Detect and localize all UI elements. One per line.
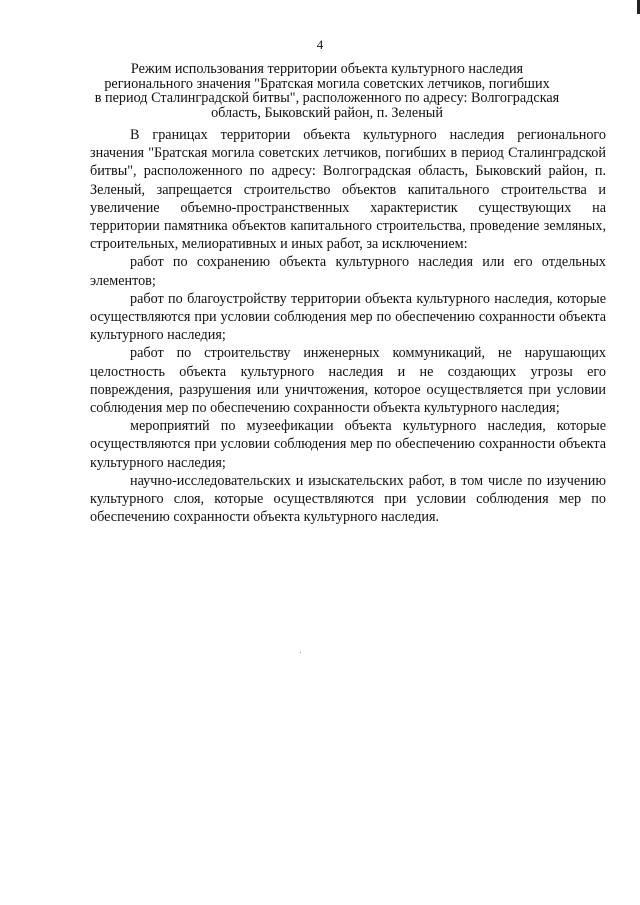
scan-speck [300,652,301,653]
heading-line: регионального значения "Братская могила советских летчиков, погибших [104,75,550,92]
body-paragraph-exception: работ по сохранению объекта культурного наследия или его отдельных элементов; [90,254,606,289]
body-paragraph-exception: научно-исследовательских и изыскательских работ, в том числе по изучению культурного слоя, которые осуществляются при условии соблюдения мер по обеспечению сохранности объекта культурного наследия. [90,472,606,526]
document-body [90,126,606,526]
document-heading [92,62,562,120]
page-number: 4 [316,37,324,52]
body-paragraph-intro: В границах территории объекта культурного наследия регионального значения "Братская могила советских летчиков, погибших в период Сталинградской битвы", расположенного по адресу: Волгоградская область, Быковский район, п. Зеленый, запрещается строительство объектов капитального строительства и увеличение объемно-пространственных характеристик существующих на территории памятника объектов капитального строительства, проведение земляных, строительных, мелиоративных и иных работ, за исключением: [90,127,606,253]
heading-line: Режим использования территории объекта культурного наследия [130,61,524,77]
heading-line: область, Быковский район, п. Зеленый [211,104,443,121]
body-paragraph-exception: работ по строительству инженерных коммуникаций, не нарушающих целостность объекта культурного наследия и не создающих угрозы его повреждения, разрушения или уничтожения, которое осуществляется при условии соблюдения мер по обеспечению сохранности объекта культурного наследия; [90,345,606,417]
body-paragraph-exception: мероприятий по музеефикации объекта культурного наследия, которые осуществляются при условии соблюдения мер по обеспечению сохранности объекта культурного наследия; [90,418,606,471]
body-paragraph-exception: работ по благоустройству территории объекта культурного наследия, которые осуществляются при условии соблюдения мер по обеспечению сохранности объекта культурного наследия; [90,290,606,344]
heading-line: в период Сталинградской битвы", расположенного по адресу: Волгоградская [94,90,560,107]
